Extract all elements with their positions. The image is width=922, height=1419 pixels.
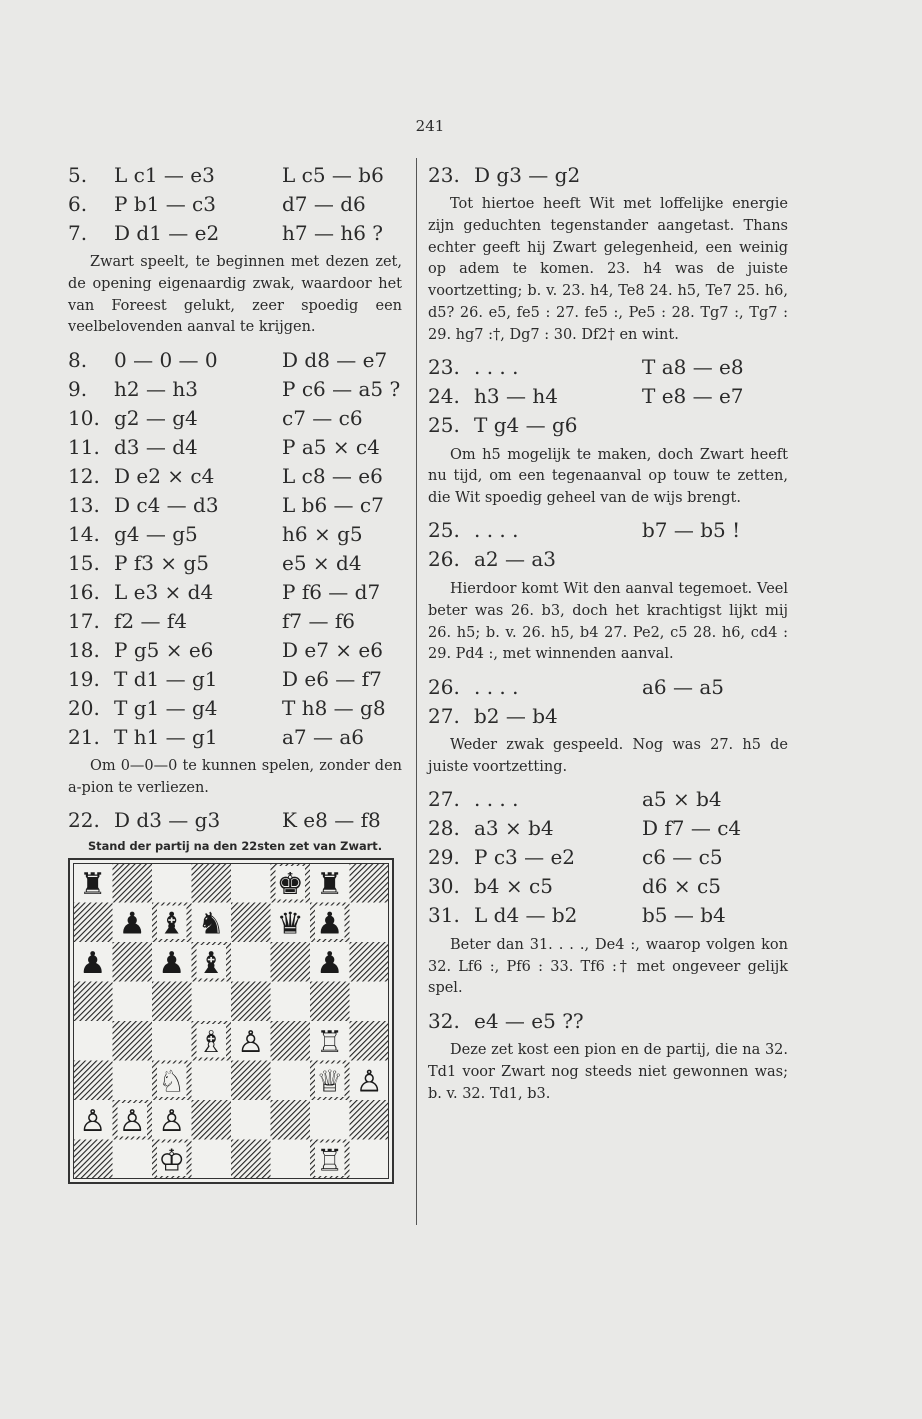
move-number: 25. <box>428 518 460 543</box>
move-line <box>428 901 788 930</box>
move-number: 27. <box>428 703 460 728</box>
light-square <box>73 1021 113 1061</box>
light-square <box>231 942 271 982</box>
move-line <box>68 461 402 490</box>
dark-square <box>73 1139 113 1179</box>
move-line <box>428 785 788 814</box>
move-line <box>428 411 788 440</box>
move-line <box>428 814 788 843</box>
white-move: P g5 × e6 <box>114 637 214 662</box>
white-move: D g3 — g2 <box>474 162 581 187</box>
black-move: D e7 × e6 <box>282 637 383 662</box>
move-line <box>428 872 788 901</box>
white-move: L d4 — b2 <box>474 903 578 928</box>
commentary: Tot hiertoe heeft Wit met loffelijke energie zijn geduchten tegenstander aangetast. Thans echter geeft hij Zwart gelegenheid, een weinig op adem te komen. 23. h4 was de juiste voortzetting; b. v. 23. h4, Te8 24. h5, Te7 25. h6, d5? 26. e5, fe5 : 27. fe5 :, Pe5 : 28. Tg7 :, Tg7 : 29. hg7 :†, Dg7 : 30. Df2† en wint. <box>428 196 788 343</box>
white-pawn-icon: ♙ <box>237 1024 265 1060</box>
light-square <box>231 863 271 903</box>
move-line <box>68 490 402 519</box>
move-number: 23. <box>428 355 460 380</box>
white-move: b2 — b4 <box>474 703 558 728</box>
light-square <box>271 1060 311 1100</box>
move-line <box>68 722 402 751</box>
right-column <box>428 160 788 1112</box>
move-number: 10. <box>68 405 100 430</box>
light-square <box>271 1139 311 1179</box>
light-square <box>350 981 390 1021</box>
dark-square <box>350 942 390 982</box>
dark-square <box>271 1100 311 1140</box>
white-move: h3 — h4 <box>474 384 558 409</box>
move-number: 30. <box>428 874 460 899</box>
white-queen-icon: ♕ <box>316 1064 344 1100</box>
dark-square <box>231 902 271 942</box>
dark-square <box>271 1021 311 1061</box>
white-move: 0 — 0 — 0 <box>114 347 218 372</box>
black-move: d6 × c5 <box>642 874 721 899</box>
move-line <box>68 432 402 461</box>
white-pawn-icon: ♙ <box>355 1064 383 1100</box>
white-move: h2 — h3 <box>114 376 198 401</box>
column-divider <box>416 158 417 1225</box>
black-move: T h8 — g8 <box>282 695 386 720</box>
dark-square <box>73 902 113 942</box>
white-rook-icon: ♖ <box>316 1024 344 1060</box>
commentary: Om h5 mogelijk te maken, doch Zwart heeft nu tijd, om een tegenaanval op touw te zetten, die Wit spoedig geheel van de wijs brengt. <box>428 446 788 507</box>
dark-square <box>231 1060 271 1100</box>
white-move: d3 — d4 <box>114 434 198 459</box>
move-line <box>68 693 402 722</box>
move-line <box>428 843 788 872</box>
move-number: 28. <box>428 816 460 841</box>
black-bishop-icon: ♝ <box>197 945 225 981</box>
white-move: T h1 — g1 <box>114 724 218 749</box>
black-move: T e8 — e7 <box>642 384 744 409</box>
black-move: b7 — b5 ! <box>642 518 741 543</box>
black-pawn-icon: ♟ <box>316 906 344 942</box>
white-move: g2 — g4 <box>114 405 198 430</box>
move-line <box>428 353 788 382</box>
commentary: Beter dan 31. . . ., De4 :, waarop volgen kon 32. Lf6 :, Pf6 : 33. Tf6 :† met ongeveer gelijk spel. <box>428 936 788 997</box>
dark-square <box>350 1021 390 1061</box>
black-move: h6 × g5 <box>282 521 363 546</box>
commentary: Hierdoor komt Wit den aanval tegemoet. Veel beter was 26. b3, doch het krachtigst lijkt mij 26. h5; b. v. 26. h5, b4 27. Pe2, c5 28. h6, cd4 : 29. Pd4 :, met winnenden aanval. <box>428 580 788 663</box>
light-square <box>192 1139 232 1179</box>
white-move: D d1 — e2 <box>114 220 220 245</box>
black-move: f7 — f6 <box>282 608 355 633</box>
black-king-icon: ♚ <box>276 866 304 902</box>
light-square <box>310 1100 350 1140</box>
dark-square <box>152 981 192 1021</box>
move-number: 16. <box>68 579 100 604</box>
black-move: K e8 — f8 <box>282 808 381 833</box>
light-square <box>192 981 232 1021</box>
black-bishop-icon: ♝ <box>158 906 186 942</box>
move-line <box>68 606 402 635</box>
dark-square <box>350 863 390 903</box>
dark-square <box>73 1060 113 1100</box>
move-line <box>68 577 402 606</box>
dark-square <box>192 1100 232 1140</box>
move-line <box>68 160 402 189</box>
black-move: h7 — h6 ? <box>282 220 384 245</box>
move-number: 5. <box>68 162 88 187</box>
black-queen-icon: ♛ <box>276 906 304 942</box>
white-pawn-icon: ♙ <box>79 1103 107 1139</box>
white-move: P b1 — c3 <box>114 191 216 216</box>
black-move: P f6 — d7 <box>282 579 381 604</box>
dark-square <box>113 942 153 982</box>
move-number: 26. <box>428 547 460 572</box>
move-number: 26. <box>428 674 460 699</box>
white-move: P c3 — e2 <box>474 845 576 870</box>
dark-square <box>271 942 311 982</box>
move-number: 29. <box>428 845 460 870</box>
commentary: Deze zet kost een pion en de partij, die na 32. Td1 voor Zwart nog steeds niet gewonnen was; b. v. 32. Td1, b3. <box>428 1042 788 1102</box>
move-line <box>68 218 402 247</box>
dark-square <box>113 863 153 903</box>
dark-square <box>350 1100 390 1140</box>
light-square <box>113 1060 153 1100</box>
black-knight-icon: ♞ <box>197 906 225 942</box>
move-number: 31. <box>428 903 460 928</box>
black-move: a5 × b4 <box>642 787 722 812</box>
move-number: 9. <box>68 376 88 401</box>
black-move: P a5 × c4 <box>282 434 380 459</box>
black-move: a7 — a6 <box>282 724 365 749</box>
white-move: f2 — f4 <box>114 608 187 633</box>
move-number: 23. <box>428 162 460 187</box>
move-line <box>428 672 788 701</box>
black-move: L c5 — b6 <box>282 162 384 187</box>
move-number: 17. <box>68 608 100 633</box>
move-line <box>428 701 788 730</box>
move-number: 25. <box>428 413 460 438</box>
black-move: P c6 — a5 ? <box>282 376 401 401</box>
move-line <box>68 635 402 664</box>
move-line <box>68 806 402 835</box>
white-rook-icon: ♖ <box>316 1143 344 1179</box>
light-square <box>113 1139 153 1179</box>
light-square <box>113 981 153 1021</box>
black-pawn-icon: ♟ <box>118 906 146 942</box>
chess-diagram <box>73 863 389 1179</box>
move-line <box>68 374 402 403</box>
move-number: 24. <box>428 384 460 409</box>
white-bishop-icon: ♗ <box>197 1024 225 1060</box>
move-line <box>68 664 402 693</box>
black-pawn-icon: ♟ <box>316 945 344 981</box>
white-move: L c1 — e3 <box>114 162 215 187</box>
black-move: c7 — c6 <box>282 405 363 430</box>
black-rook-icon: ♜ <box>316 866 344 902</box>
white-move: e4 — e5 ?? <box>474 1008 584 1033</box>
move-number: 6. <box>68 191 88 216</box>
move-number: 20. <box>68 695 100 720</box>
commentary: Om 0—0—0 te kunnen spelen, zonder den a-pion te verliezen. <box>68 758 402 796</box>
dark-square <box>310 981 350 1021</box>
dark-square <box>231 1139 271 1179</box>
move-number: 27. <box>428 787 460 812</box>
dark-square <box>192 863 232 903</box>
light-square <box>271 981 311 1021</box>
dark-square <box>113 1021 153 1061</box>
white-move: T d1 — g1 <box>114 666 218 691</box>
move-line <box>428 382 788 411</box>
light-square <box>350 1139 390 1179</box>
white-knight-icon: ♘ <box>158 1064 186 1100</box>
move-line <box>68 345 402 374</box>
light-square <box>192 1060 232 1100</box>
move-number: 8. <box>68 347 88 372</box>
black-rook-icon: ♜ <box>79 866 107 902</box>
move-number: 13. <box>68 492 100 517</box>
white-pawn-icon: ♙ <box>158 1103 186 1139</box>
left-column <box>68 160 402 1184</box>
black-move: b5 — b4 <box>642 903 726 928</box>
move-number: 19. <box>68 666 100 691</box>
black-move: D d8 — e7 <box>282 347 388 372</box>
white-move: . . . . <box>474 674 519 699</box>
black-move: T a8 — e8 <box>642 355 744 380</box>
black-move: D f7 — c4 <box>642 816 742 841</box>
black-move: c6 — c5 <box>642 845 723 870</box>
white-move: L e3 × d4 <box>114 579 214 604</box>
white-move: g4 — g5 <box>114 521 198 546</box>
white-move: T g1 — g4 <box>114 695 218 720</box>
move-number: 18. <box>68 637 100 662</box>
white-king-icon: ♔ <box>158 1143 186 1179</box>
white-move: . . . . <box>474 787 519 812</box>
move-number: 22. <box>68 808 100 833</box>
move-number: 14. <box>68 521 100 546</box>
dark-square <box>73 981 113 1021</box>
white-move: P f3 × g5 <box>114 550 209 575</box>
black-move: L b6 — c7 <box>282 492 384 517</box>
move-number: 12. <box>68 463 100 488</box>
white-move: T g4 — g6 <box>474 413 578 438</box>
light-square <box>231 1100 271 1140</box>
chess-board <box>68 858 394 1184</box>
white-pawn-icon: ♙ <box>118 1103 146 1139</box>
move-line <box>428 545 788 574</box>
move-number: 21. <box>68 724 100 749</box>
black-move: a6 — a5 <box>642 674 725 699</box>
commentary: Weder zwak gespeeld. Nog was 27. h5 de juiste voortzetting. <box>428 737 788 775</box>
white-move: b4 × c5 <box>474 874 553 899</box>
move-line <box>68 189 402 218</box>
white-move: D e2 × c4 <box>114 463 215 488</box>
move-line <box>428 160 788 189</box>
move-line <box>68 403 402 432</box>
black-move: d7 — d6 <box>282 191 366 216</box>
move-line <box>68 519 402 548</box>
black-move: e5 × d4 <box>282 550 362 575</box>
light-square <box>350 902 390 942</box>
light-square <box>152 1021 192 1061</box>
move-number: 7. <box>68 220 88 245</box>
white-move: D d3 — g3 <box>114 808 221 833</box>
light-square <box>152 863 192 903</box>
white-move: a2 — a3 <box>474 547 557 572</box>
diagram-caption: Stand der partij na den 22sten zet van Zwart. <box>87 838 383 853</box>
black-pawn-icon: ♟ <box>158 945 186 981</box>
move-line <box>428 516 788 545</box>
white-move: . . . . <box>474 355 519 380</box>
white-move: D c4 — d3 <box>114 492 219 517</box>
black-move: L c8 — e6 <box>282 463 383 488</box>
commentary: Zwart speelt, te beginnen met dezen zet, de opening eigenaardig zwak, waardoor het van Foreest gelukt, zeer spoedig een veelbelovenden aanval te krijgen. <box>68 254 402 336</box>
move-number: 32. <box>428 1008 460 1033</box>
move-number: 11. <box>68 434 100 459</box>
move-line <box>428 1006 788 1035</box>
black-move: D e6 — f7 <box>282 666 382 691</box>
white-move: . . . . <box>474 518 519 543</box>
move-line <box>68 548 402 577</box>
dark-square <box>231 981 271 1021</box>
black-pawn-icon: ♟ <box>79 945 107 981</box>
white-move: a3 × b4 <box>474 816 554 841</box>
page-number: 241 <box>415 117 445 135</box>
move-number: 15. <box>68 550 100 575</box>
